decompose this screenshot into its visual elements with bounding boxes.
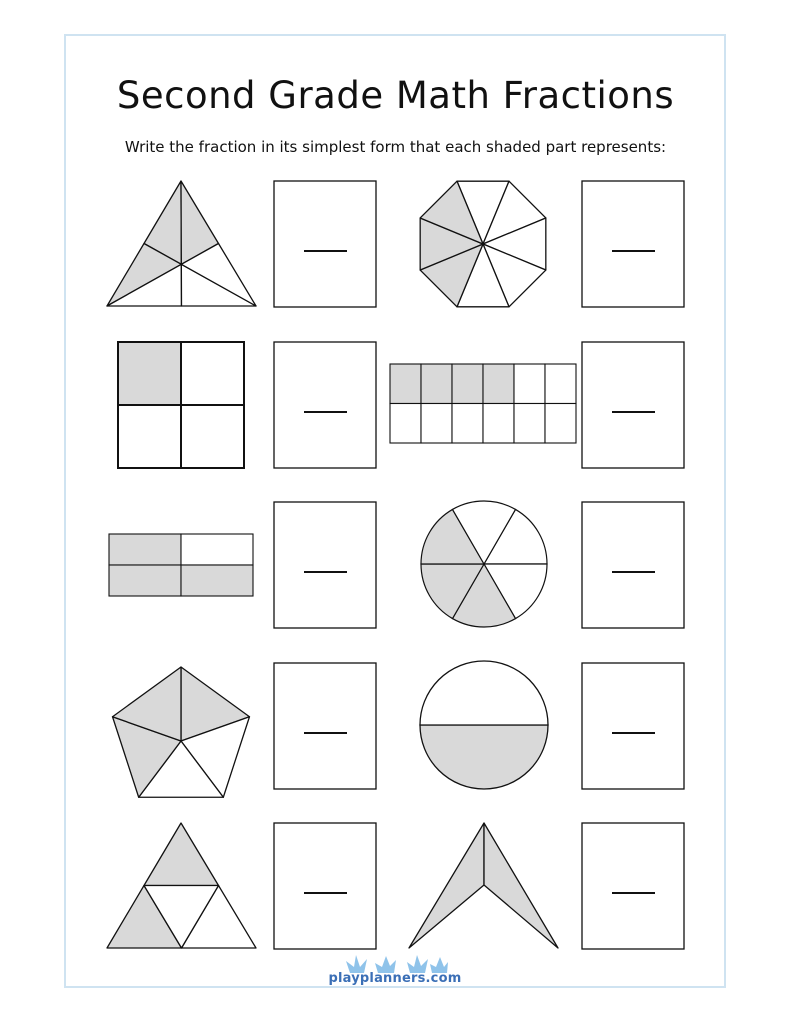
- problem-10-arrowhead-two-part: [409, 823, 558, 948]
- problem-2-octagon-eight-part: [420, 181, 546, 307]
- shape-part: [420, 725, 548, 789]
- brand-name: playplanners.com: [328, 971, 462, 986]
- problem-5-rectangle-grid-2x2: [109, 534, 253, 596]
- answer-box-frame: [582, 502, 684, 628]
- answer-box-frame: [274, 663, 376, 789]
- answer-box-10: [582, 823, 684, 949]
- answer-box-4: [582, 342, 684, 468]
- shape-part: [514, 364, 545, 404]
- instructions: Write the fraction in its simplest form that each shaded part represents:: [124, 138, 667, 156]
- shape-part: [420, 661, 548, 725]
- answer-box-9: [274, 823, 376, 949]
- shape-part: [144, 823, 219, 886]
- answer-box-6: [582, 502, 684, 628]
- answer-box-frame: [582, 823, 684, 949]
- answer-box-frame: [582, 663, 684, 789]
- page-title: Second Grade Math Fractions: [116, 74, 675, 117]
- shape-part: [181, 534, 253, 565]
- problem-6-circle-six-part: [421, 501, 547, 627]
- answer-box-frame: [274, 342, 376, 468]
- shape-part: [483, 404, 514, 444]
- problem-1-triangle-six-part: [107, 181, 256, 306]
- shape-part: [452, 364, 483, 404]
- answer-box-frame: [274, 181, 376, 307]
- shape-part: [484, 823, 558, 948]
- answer-box-5: [274, 502, 376, 628]
- shape-part: [421, 364, 452, 404]
- problem-8-circle-halves: [420, 661, 548, 789]
- shape-part: [181, 565, 253, 596]
- answer-box-frame: [274, 502, 376, 628]
- answer-box-7: [274, 663, 376, 789]
- problem-7-pentagon-five-part: [113, 667, 250, 797]
- shape-part: [390, 364, 421, 404]
- answer-box-1: [274, 181, 376, 307]
- answer-box-2: [582, 181, 684, 307]
- shape-part: [118, 405, 181, 468]
- shape-part: [545, 404, 576, 444]
- shape-part: [514, 404, 545, 444]
- problem-4-rectangle-grid-6x2: [390, 364, 576, 443]
- answer-box-frame: [274, 823, 376, 949]
- answer-box-frame: [582, 181, 684, 307]
- shape-part: [452, 404, 483, 444]
- problem-9-triangle-four-part: [107, 823, 256, 948]
- shape-part: [181, 342, 244, 405]
- shape-part: [421, 404, 452, 444]
- shape-part: [545, 364, 576, 404]
- shape-part: [109, 565, 181, 596]
- answer-box-3: [274, 342, 376, 468]
- answer-box-frame: [582, 342, 684, 468]
- shape-part: [181, 405, 244, 468]
- shape-part: [483, 364, 514, 404]
- shape-part: [118, 342, 181, 405]
- answer-box-8: [582, 663, 684, 789]
- shape-part: [409, 823, 484, 948]
- shape-part: [390, 404, 421, 444]
- playplanners-logo: [320, 953, 470, 993]
- shape-part: [109, 534, 181, 565]
- problem-3-square-grid-2x2: [118, 342, 244, 468]
